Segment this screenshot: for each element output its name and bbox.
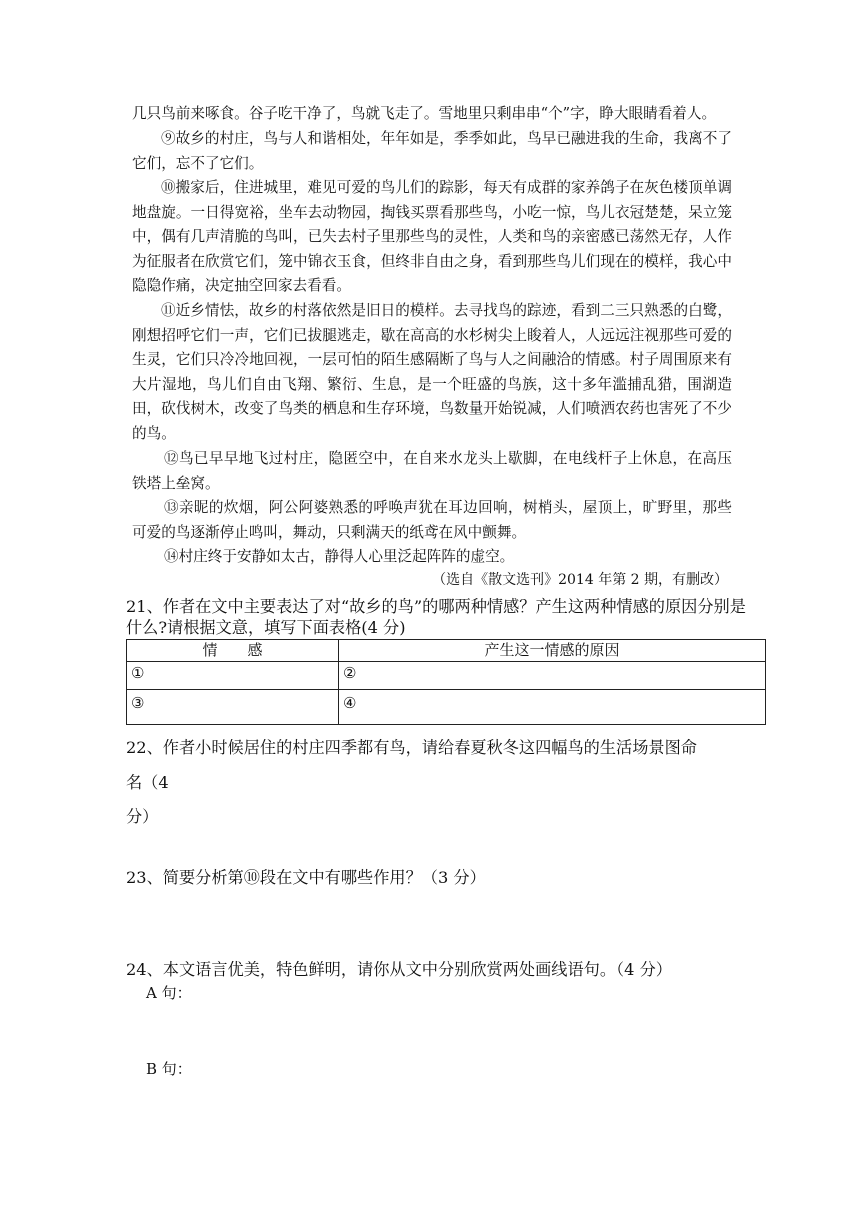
paragraph-11: ⑪近乡情怯，故乡的村落依然是旧日的模样。去寻找鸟的踪迹，看到二三只熟悉的白鹭，刚想招呼它们一声，它们已拔腿逃走，歇在高高的水杉树尖上睃着人，人远远注视那些可爱的生灵，它们只冷冷地回视，一层可怕的陌生感隔断了鸟与人之间融洽的情感。村子周围原来有大片湿地，鸟儿们自由飞翔、繁衍、生息，是一个旺盛的鸟族，这十多年滥捕乱猎，围湖造田，砍伐树木，改变了鸟类的栖息和生存环境，鸟数量开始锐减，人们喷洒农药也害死了不少的鸟。 — [132, 302, 732, 442]
table-cell-emotion-2[interactable]: ③ — [127, 690, 339, 725]
answer-label-a: A 句： — [146, 984, 192, 1002]
question-22-line-1: 22、作者小时候居住的村庄四季都有鸟，请给春夏秋冬这四幅鸟的生活场景图命 — [126, 738, 697, 757]
source-citation: （选自《散文选刊》2014 年第 2 期，有删改） — [432, 572, 728, 588]
table-header-emotion: 情 感 — [127, 640, 339, 662]
question-24: 24、本文语言优美，特色鲜明，请你从文中分别欣赏两处画线语句。（4 分） — [126, 960, 672, 979]
question-22-line-3: 分） — [126, 807, 159, 826]
table-cell-emotion-1[interactable]: ① — [127, 662, 339, 690]
paragraph-8-continued: 几只鸟前来啄食。谷子吃干净了，鸟就飞走了。雪地里只剩串串“个”字，睁大眼睛看着人。 — [132, 105, 717, 122]
emotion-table — [126, 639, 766, 725]
table-cell-reason-2[interactable]: ④ — [339, 690, 766, 725]
paragraph-13: ⑬亲昵的炊烟，阿公阿婆熟悉的呼唤声犹在耳边回响，树梢头，屋顶上，旷野里，那些可爱的鸟逐渐停止鸣叫，舞动，只剩满天的纸鸢在风中颤舞。 — [132, 499, 732, 541]
paragraph-12: ⑫鸟已早早地飞过村庄，隐匿空中，在自来水龙头上歇脚，在电线杆子上休息，在高压铁塔上垒窝。 — [132, 450, 732, 492]
question-22-line-2: 名（4 — [126, 773, 169, 792]
paragraph-9: ⑨故乡的村庄，鸟与人和谐相处，年年如是，季季如此，鸟早已融进我的生命，我离不了它们，忘不了它们。 — [132, 130, 732, 172]
question-23: 23、简要分析第⑩段在文中有哪些作用？（3 分） — [126, 868, 486, 887]
table-header-reason: 产生这一情感的原因 — [339, 640, 766, 662]
paragraph-10: ⑩搬家后，住进城里，难见可爱的鸟儿们的踪影，每天有成群的家养鸽子在灰色楼顶单调地盘旋。一日得宽裕，坐车去动物园，掏钱买票看那些鸟，小吃一惊，鸟儿衣冠楚楚，呆立笼中，偶有几声清脆的鸟叫，已失去村子里那些鸟的灵性，人类和鸟的亲密感已荡然无存，人作为征服者在欣赏它们，笼中锦衣玉食，但终非自由之身，看到那些鸟儿们现在的模样，我心中隐隐作痛，决定抽空回家去看看。 — [132, 179, 732, 295]
table-cell-reason-1[interactable]: ② — [339, 662, 766, 690]
paragraph-14: ⑭村庄终于安静如太古，静得人心里泛起阵阵的虚空。 — [164, 548, 515, 565]
answer-label-b: B 句： — [146, 1060, 192, 1078]
question-21: 21、作者在文中主要表达了对“故乡的鸟”的哪两种情感？产生这两种情感的原因分别是什么?请根据文意，填写下面表格(4 分) — [126, 597, 746, 637]
